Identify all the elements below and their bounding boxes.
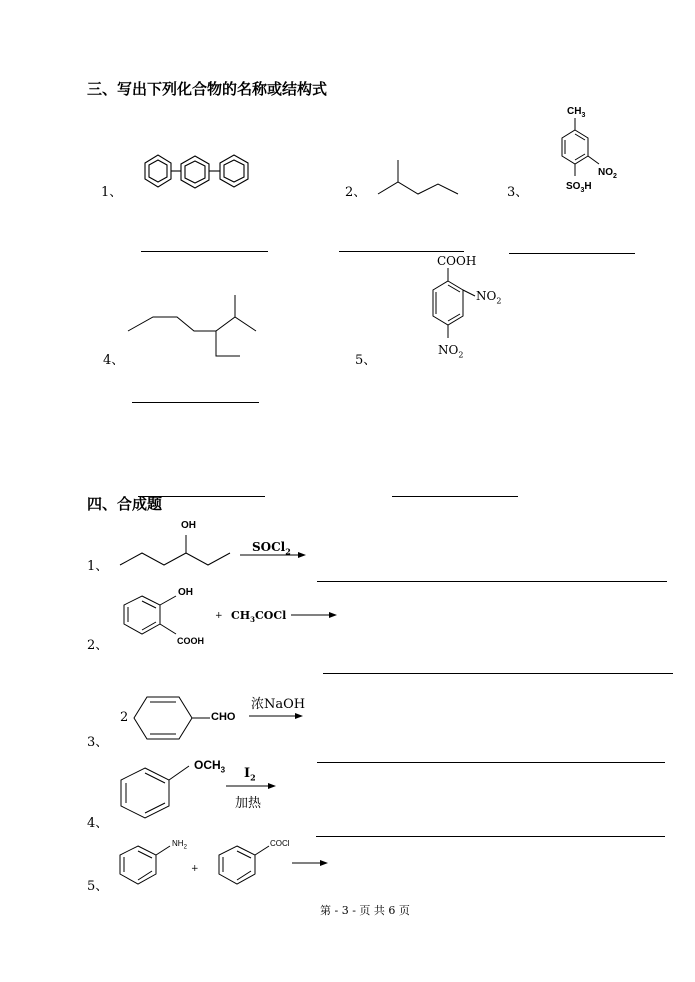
s3-item4-number: 4、 [103,353,125,368]
s3-item5-no2-bottom-label: $NO_2$ [438,343,464,360]
s4-item4-anisole-ring [117,760,199,822]
s4-item2-number: 2、 [87,638,109,653]
s4-item3-arrow [249,712,303,720]
s4-item2-oh-label: OH [178,587,193,598]
s4-item2-plus: + [215,611,223,621]
s4-item3-coefficient: 2 [120,710,129,725]
s4-item5-plus: + [191,864,199,874]
section4-title: 四、合成题 [87,495,163,513]
s4-item5-arrow [292,859,328,867]
s3-item2-number: 2、 [345,185,367,200]
s4-item1-oh-label: OH [181,520,196,531]
page-footer: 第 - 3 - 页 共 6 页 [320,904,410,917]
s4-item3-number: 3、 [87,735,109,750]
s3-item3-answer-line[interactable] [509,253,635,254]
s4-item5-number: 5、 [87,879,109,894]
s4-item3-reagent: 浓NaOH [251,697,306,712]
s3-item4-answer-line[interactable] [132,402,259,403]
s3-item4-skeletal-structure [128,295,258,357]
s3-item5-answer-line-right[interactable] [392,496,518,497]
s3-item1-terphenyl-structure [138,150,284,196]
s3-item1-answer-line[interactable] [141,251,268,252]
s3-item2-skeletal-structure [378,158,458,196]
s4-item5-benzoyl-ring [215,836,277,888]
s4-item4-reagent-bottom: 加热 [235,796,262,811]
s3-item5-ring-structure [415,268,495,346]
s4-item1-arrow [240,551,306,559]
s4-item5-nh2-label: $NH_2$ [172,839,187,851]
s4-item5-cocl-label: COCl [270,839,290,848]
s3-item1-number: 1、 [101,185,123,200]
s4-item2-reagent: $CH_3COCl$ [231,609,287,625]
s4-item1-alcohol-structure [120,533,230,567]
s4-item3-answer-line[interactable] [317,762,665,763]
s4-item2-cooh-label: COOH [177,636,204,646]
s3-item3-no2-label: $NO_2$ [598,167,617,180]
s3-item2-answer-line[interactable] [339,251,464,252]
s4-item4-arrow [226,782,276,790]
s4-item3-cho-label: CHO [211,711,236,723]
s4-item4-number: 4、 [87,816,109,831]
s4-item5-aniline-ring [116,836,178,888]
s4-item1-number: 1、 [87,559,109,574]
s4-item3-benzaldehyde-ring [132,694,212,742]
s4-item1-answer-line[interactable] [317,581,667,582]
s4-item4-och3-label: $OCH_3$ [194,758,226,775]
s4-item4-answer-line[interactable] [316,836,665,837]
s4-item2-salicylic-ring [118,592,180,638]
s3-item3-ch3-label: $CH_3$ [567,106,586,119]
s4-item2-arrow [291,611,337,619]
s4-item2-answer-line[interactable] [323,673,673,674]
section3-title: 三、写出下列化合物的名称或结构式 [87,80,328,98]
s4-item4-reagent-top: $I_2$ [244,766,256,783]
s3-item5-cooh-label: COOH [437,254,477,268]
s3-item3-number: 3、 [507,185,529,200]
s4-item1-reagent: SOCl$_2$ [252,540,291,557]
s3-item5-number: 5、 [355,353,377,368]
s3-item5-no2-top-label: $NO_2$ [476,289,502,306]
s3-item3-ring-structure [545,118,605,178]
s3-item3-so3h-label: $SO_3H$ [566,181,592,194]
